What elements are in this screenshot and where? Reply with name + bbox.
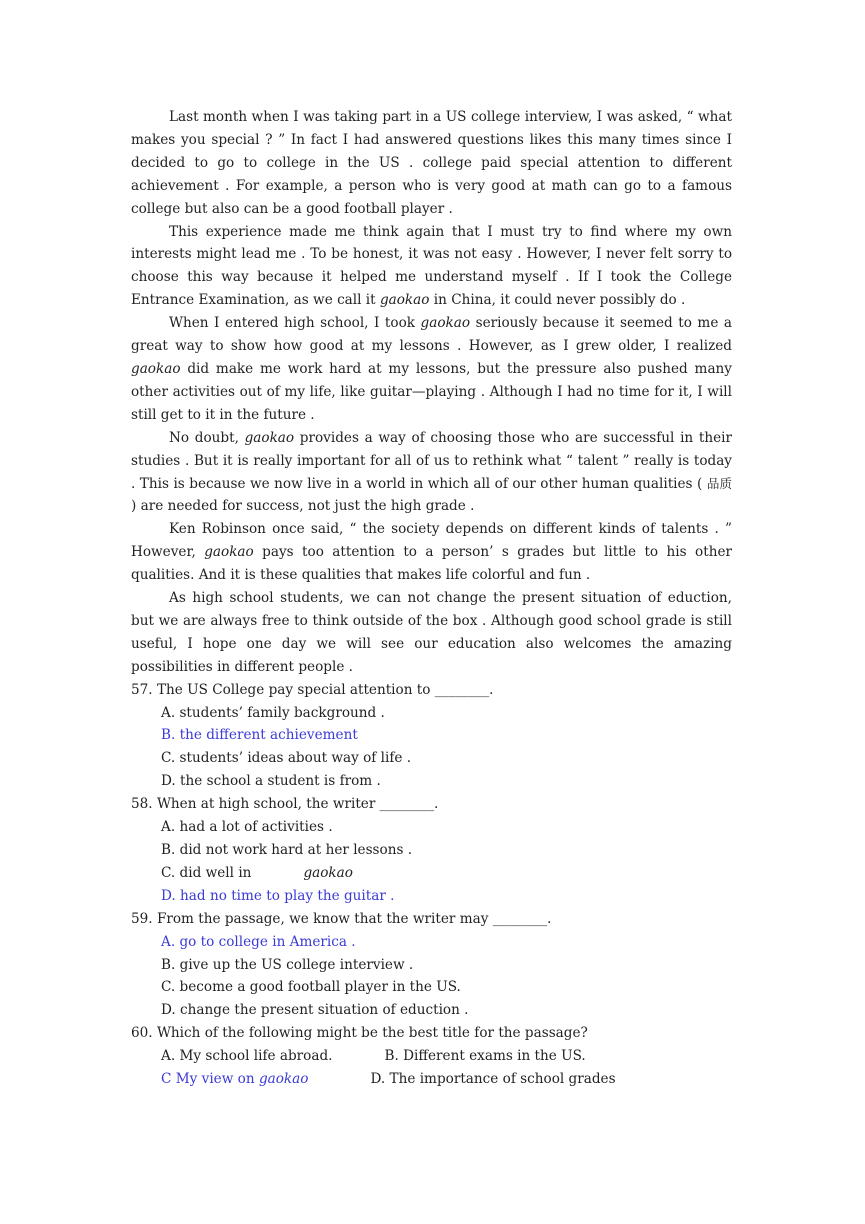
passage-paragraph-5 [131,518,732,587]
paragraph-text: When I entered high school, I took [169,315,421,332]
q60-options-row-1 [161,1045,732,1068]
option-text: C. did well in [161,864,252,881]
gaokao-term: gaokao [244,429,295,446]
passage-paragraph-2 [131,221,732,313]
q60-option-d: D. The importance of school grades [370,1071,616,1088]
question-59-stem: 59. From the passage, we know that the writer may ________. [131,910,552,927]
passage-paragraph-3 [131,312,732,427]
q57-option-b-answer: B. the different achievement [161,727,358,744]
q59-option-a-answer: A. go to college in America . [161,933,356,950]
q60-option-c-answer [161,1071,308,1087]
q57-option-d: D. the school a student is from . [161,773,381,790]
passage-paragraph-6: As high school students, we can not change the present situation of eduction, but we are always free to think outside of the box . Although good school grade is still useful, I hope one day we will see our education also welcomes the amazing possibilities in different people . [131,590,732,675]
paragraph-text: Ken Robinson once said, “ the society depends on different kinds of talents . ” However, [131,521,732,561]
gaokao-term: gaokao [379,292,430,309]
q59-option-b: B. give up the US college interview . [161,956,414,973]
option-text: C My view on [161,1071,259,1088]
question-57-stem: 57. The US College pay special attention to ________. [131,681,494,698]
passage-paragraph-1: Last month when I was taking part in a US college interview, I was asked, “ what makes you special ? ” In fact I had answered questions likes this many times since I decided to go to college in the US . college paid special attention to different achievement . For example, a person who is very good at math can go to a famous college but also can be a good football player . [131,109,732,217]
paragraph-text: No doubt, [169,429,245,446]
q60-option-b: B. Different exams in the US. [384,1048,586,1065]
passage-paragraph-4 [131,427,732,519]
q58-option-b: B. did not work hard at her lessons . [161,842,413,858]
gaokao-term: gaokao [303,864,353,881]
gaokao-term: gaokao [258,1071,309,1088]
q60-option-a: A. My school life abroad. [161,1048,333,1065]
paragraph-text: pays too attention to a person’ s grades but little to his other qualities. And it is these qualities that makes life colorful and fun . [131,544,732,584]
q59-option-c: C. become a good football player in the US. [161,979,461,996]
paragraph-text: This experience made me think again that I must try to find where my own interests might lead me . To be honest, it was not easy . However, I never felt sorry to choose this way because it helped me understand myself . If I took the College Entrance Examination, as we call it [131,223,732,309]
q58-option-d-answer: D. had no time to play the guitar . [161,887,395,904]
paragraph-text: did make me work hard at my lessons, but the pressure also pushed many other activities out of my life, like guitar—playing . Although I had no time for it, I will still get to it in the future . [131,360,732,423]
paragraph-text: in China, it could never possibly do . [429,292,686,309]
chinese-gloss: 品质 [706,475,732,491]
question-58-stem: 58. When at high school, the writer ________. [131,796,439,813]
q57-option-c: C. students’ ideas about way of life . [161,750,412,767]
q57-option-a: A. students’ family background . [161,704,385,721]
question-60-stem: 60. Which of the following might be the best title for the passage? [131,1025,588,1042]
q59-option-d: D. change the present situation of eduction . [161,1002,469,1019]
gaokao-term: gaokao [204,544,254,561]
paragraph-text: ) are needed for success, not just the high grade . [131,498,475,515]
gaokao-term: gaokao [131,360,181,377]
q58-option-a: A. had a lot of activities . [161,819,333,836]
paragraph-text: provides a way of choosing those who are successful in their studies . But it is really important for all of us to rethink what “ talent ” really is today . This is because we now live in a world in which all of our other human qualities ( [131,429,732,492]
gaokao-term: gaokao [420,315,471,332]
paragraph-text: seriously because it seemed to me a great way to show how good at my lessons . However, as I grew older, I realized [131,315,733,355]
reading-section [131,106,732,1091]
q60-options-row-2 [161,1068,732,1091]
q58-option-c [161,862,732,885]
